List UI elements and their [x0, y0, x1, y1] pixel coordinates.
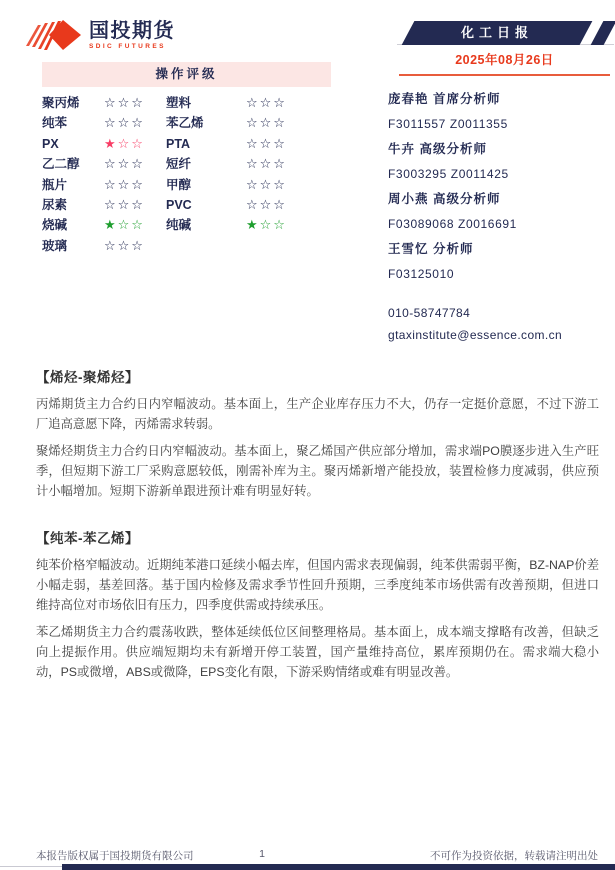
analyst-list: [388, 87, 610, 287]
analyst-entry: [388, 137, 610, 187]
rating-stars: ☆☆☆: [246, 95, 287, 110]
brand-name: 国投期货: [89, 20, 175, 42]
rating-stars: ☆☆☆: [104, 156, 145, 172]
rating-stars: ☆☆☆: [104, 95, 145, 110]
rating-stars: ☆☆☆: [246, 135, 287, 151]
analysts-panel: [388, 87, 610, 346]
rating-label: 瓶片: [42, 177, 68, 192]
header-logo: [26, 16, 175, 54]
rating-label: PTA: [166, 136, 191, 151]
section: [36, 366, 599, 501]
rating-label: 烧碱: [42, 218, 68, 233]
section-paragraph: 苯乙烯期货主力合约震荡收跌，整体延续低位区间整理格局。基本面上，成本端支撑略有改善，但缺乏向上提振作用。供应端短期均未有新增开停工装置，国产量维持高位，累库预期仍在。需求端大稳小动，PS或微增，ABS或微降，EPS变化有限，下游采购情绪或难有明显改善。: [36, 625, 599, 679]
ratings-grid: [42, 93, 331, 256]
rating-stars: ☆☆☆: [104, 196, 145, 212]
section-paragraph: 丙烯期货主力合约日内窄幅波动。基本面上，生产企业库存压力不大，仍存一定挺价意愿，不过下游工厂追高意愿下降，丙烯需求转弱。: [36, 397, 599, 431]
rating-label: 纯苯: [42, 116, 68, 131]
rating-stars: ☆☆☆: [104, 115, 145, 131]
ratings-panel-title: 操作评级: [42, 62, 331, 87]
analyst-ids: F03089068 Z0016691: [388, 217, 517, 231]
analyst-ids: F03125010: [388, 267, 455, 281]
brand-block: [89, 20, 175, 50]
sdic-logo-mark-icon: [26, 16, 82, 54]
brand-subtitle: SDIC FUTURES: [89, 43, 166, 50]
rating-stars: ☆☆☆: [104, 237, 145, 253]
rating-stars: ☆☆☆: [246, 156, 287, 172]
rating-label: 短纤: [166, 157, 192, 172]
section: [36, 527, 599, 682]
report-type-banner: [399, 21, 612, 45]
contact-email: gtaxinstitute@essence.com.cn: [388, 328, 563, 342]
analyst-entry: [388, 237, 610, 287]
contact-block: [388, 302, 610, 346]
report-date: 2025年08月26日: [399, 50, 610, 76]
rating-label: 甲醇: [166, 177, 192, 192]
analyst-name: 王雪忆 分析师: [388, 242, 474, 256]
analyst-name: 周小燕 高级分析师: [388, 192, 501, 206]
rating-label: 尿素: [42, 197, 68, 212]
analyst-ids: F3011557 Z0011355: [388, 117, 508, 131]
section-title: 【纯苯-苯乙烯】: [36, 531, 139, 546]
rating-label: PVC: [166, 197, 192, 212]
report-type-label: 化工日报: [460, 25, 533, 40]
rating-label: 苯乙烯: [166, 116, 204, 131]
footer-bar: [62, 864, 615, 870]
rating-stars: ☆☆☆: [246, 115, 287, 131]
rating-stars: ★☆☆: [104, 217, 145, 233]
rating-label: PX: [42, 136, 59, 151]
rating-stars: ☆☆☆: [104, 176, 145, 192]
rating-label: 塑料: [166, 96, 192, 110]
analyst-name: 牛卉 高级分析师: [388, 142, 487, 156]
section-title: 【烯烃-聚烯烃】: [36, 370, 139, 385]
rating-label: 聚丙烯: [42, 96, 80, 110]
rating-stars: ☆☆☆: [246, 176, 287, 192]
footer-disclaimer: 不可作为投资依据，转载请注明出处: [430, 850, 598, 862]
rating-label: 纯碱: [166, 218, 192, 233]
analyst-entry: [388, 87, 610, 137]
section-paragraph: 聚烯烃期货主力合约日内窄幅波动。基本面上，聚乙烯国产供应部分增加，需求端PO膜逐步进入生产旺季，但短期下游工厂采购意愿较低，刚需补库为主。聚丙烯新增产能投放，装置检修力度减弱，供应预计小幅增加。短期下游新单跟进预计难有明显好转。: [36, 444, 599, 498]
analyst-name: 庞春艳 首席分析师: [388, 92, 501, 106]
rating-label: 乙二醇: [42, 157, 80, 172]
analyst-entry: [388, 187, 610, 237]
report-sections: [36, 366, 599, 708]
section-paragraph: 纯苯价格窄幅波动。近期纯苯港口延续小幅去库，但国内需求表现偏弱，纯苯供需弱平衡，BZ-NAP价差小幅走弱，基差回落。基于国内检修及需求季节性回升预期，三季度纯苯市场供需有改善预期，但进口维持高位对市场依旧有压力，四季度供需或持续承压。: [36, 558, 599, 612]
footer-page-number: 1: [259, 848, 265, 860]
rating-stars: ★☆☆: [246, 217, 287, 233]
footer-copyright: 本报告版权属于国投期货有限公司: [36, 850, 194, 862]
contact-phone: 010-58747784: [388, 306, 471, 320]
rating-stars: ☆☆☆: [246, 196, 287, 212]
rating-label: 玻璃: [42, 238, 68, 253]
analyst-ids: F3003295 Z0011425: [388, 167, 509, 181]
rating-stars: ★☆☆: [104, 135, 145, 151]
